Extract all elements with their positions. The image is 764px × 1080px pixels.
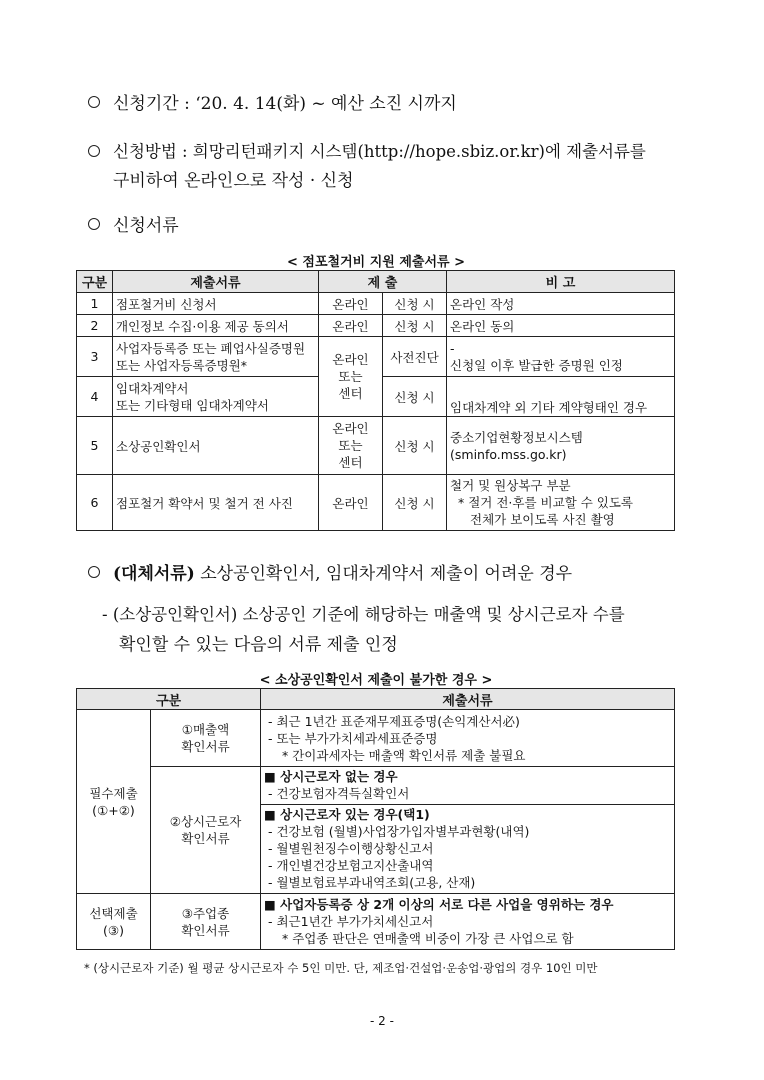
list-item: * 간이과세자는 매출액 확인서류 제출 불필요 [282,747,526,763]
application-method-line1: 신청방법 : 희망리턴패키지 시스템(http://hope.sbiz.or.kr)에 제출서류를 [113,142,646,161]
row-how: 온라인 [319,293,383,315]
required-cell [77,710,151,894]
application-documents: 신청서류 [113,216,179,236]
optional-formula: (③) [103,922,124,938]
alt-docs-sub-line1: - (소상공인확인서) 소상공인 기준에 해당하는 매출액 및 상시근로자 수를 [102,605,625,624]
row-note-line: * 절거 전·후를 비교할 수 있도록 [458,495,633,510]
footnote: * (상시근로자 기준) 월 평균 상시근로자 수 5인 미만. 단, 제조업·건설업·운송업·광업의 경우 10인 미만 [84,961,598,975]
row-note-line: 중소기업현황정보시스템 [450,429,583,445]
main-biz-cell [151,894,261,950]
row-doc-line: 또는 사업자등록증명원* [116,357,247,373]
table-header-row [77,689,675,710]
application-period: 신청기간 : ‘20. 4. 14(화) ~ 예산 소진 시까지 [113,94,457,114]
header-category: 구분 [77,689,261,710]
how-line: 센터 [338,455,363,470]
documents-table [76,270,675,531]
row-doc: 소상공인확인서 [113,417,319,475]
circle-bullet-icon [88,96,100,108]
table1-caption: < 점포철거비 지원 제출서류 > [286,255,466,270]
list-item: - 최근1년간 부가가치세신고서 [268,914,434,929]
row-doc: 점포철거 확약서 및 철거 전 사진 [113,475,319,531]
how-line: 또는 [338,438,363,453]
workers-label: 확인서류 [181,831,230,846]
list-item: - 최근 1년간 표준재무제표증명(손익계산서必) [268,713,520,729]
workers-none-title: ■ 상시근로자 없는 경우 [264,769,398,784]
workers-cell [151,767,261,894]
circle-bullet-icon [88,218,100,230]
row-when: 신청 시 [383,315,447,337]
row-no: 3 [77,337,113,377]
row-doc-line: 또는 기타형태 임대차계약서 [116,397,269,413]
row-note-line: 철거 및 원상복구 부분 [450,478,571,493]
table-row [77,337,675,377]
row-note-line: 신청일 이후 발급한 증명원 인정 [450,357,623,373]
row-how: 온라인 [319,315,383,337]
row-no: 2 [77,315,113,337]
row-note-line: (sminfo.mss.go.kr) [450,446,567,462]
row-no: 6 [77,475,113,531]
row-note [447,377,675,417]
row-how [319,417,383,475]
required-formula: (①+②) [92,802,135,818]
row-doc [113,337,319,377]
alt-docs-bold: (대체서류) [113,564,195,584]
sales-label: ①매출액 [181,722,230,737]
how-line: 센터 [338,386,363,401]
row-how: 온라인 [319,475,383,531]
table-row [77,475,675,531]
optional-cell [77,894,151,950]
header-doc: 제출서류 [113,271,319,293]
row-note-line: 임대차계약 외 기타 계약형태인 경우 [450,400,648,415]
row-no: 5 [77,417,113,475]
row-no: 1 [77,293,113,315]
table2-caption: < 소상공인확인서 제출이 불가한 경우 > [259,673,493,688]
optional-label: 선택제출 [89,905,138,921]
sales-cell [151,710,261,767]
row-doc-line: 임대차계약서 [116,380,189,396]
page-number: - 2 - [370,1014,394,1028]
alternative-docs-table [76,688,675,950]
list-item: - 월별원천징수이행상황신고서 [268,841,434,856]
table-row [77,710,675,767]
header-note: 비 고 [447,271,675,293]
table-row [77,894,675,950]
row-note [447,337,675,377]
how-line: 온라인 [332,421,369,436]
alt-docs-rest: 소상공인확인서, 임대차계약서 제출이 어려운 경우 [200,564,573,584]
list-item: * 주업종 판단은 연매출액 비중이 가장 큰 사업으로 함 [282,931,574,946]
row-doc-line: 사업자등록증 또는 폐업사실증명원 [116,340,306,356]
main-biz-docs [261,894,675,950]
list-item: - 건강보험 (월별)사업장가입자별부과현황(내역) [268,824,530,839]
how-line: 또는 [338,369,363,384]
row-doc: 개인정보 수집·이용 제공 동의서 [113,315,319,337]
workers-docs [261,767,675,894]
row-no: 4 [77,377,113,417]
required-label: 필수제출 [89,785,138,801]
row-note-line: 전체가 보이도록 사진 촬영 [470,512,615,527]
workers-some-title: ■ 상시근로자 있는 경우(택1) [264,807,430,822]
list-item: - 또는 부가가치세과세표준증명 [268,730,438,746]
sales-label: 확인서류 [181,739,230,754]
header-docs: 제출서류 [261,689,675,710]
table-row [77,293,675,315]
list-item: - 월별보험료부과내역조회(고용, 산재) [268,875,476,890]
table-header-row [77,271,675,293]
alt-docs-sub-line2: 확인할 수 있는 다음의 서류 제출 인정 [119,635,398,655]
merged-how [319,337,383,417]
table-row [77,315,675,337]
row-note: 온라인 동의 [447,315,675,337]
circle-bullet-icon [88,566,100,578]
list-item: - 건강보험자격득실확인서 [268,786,410,801]
row-note [447,475,675,531]
table-row [77,417,675,475]
main-biz-title: ■ 사업자등록증 상 2개 이상의 서로 다른 사업을 영위하는 경우 [264,897,614,912]
main-biz-label: 확인서류 [181,922,230,938]
row-when: 사전진단 [383,337,447,377]
main-biz-label: ③주업종 [181,905,230,921]
list-item: - 개인별건강보험고지산출내역 [268,858,434,873]
circle-bullet-icon [88,145,100,157]
row-doc: 점포철거비 신청서 [113,293,319,315]
row-when: 신청 시 [383,377,447,417]
application-method-line2: 구비하여 온라인으로 작성 · 신청 [113,171,354,191]
row-note-line: - [450,340,455,356]
row-note: 온라인 작성 [447,293,675,315]
row-when: 신청 시 [383,475,447,531]
how-line: 온라인 [332,352,369,367]
row-doc [113,377,319,417]
row-note [447,417,675,475]
table-row [77,767,675,894]
alt-docs-heading [113,559,572,584]
row-when: 신청 시 [383,293,447,315]
workers-label: ②상시근로자 [169,814,242,829]
sales-docs [261,710,675,767]
row-when: 신청 시 [383,417,447,475]
header-submit: 제 출 [319,271,447,293]
header-no: 구분 [77,271,113,293]
